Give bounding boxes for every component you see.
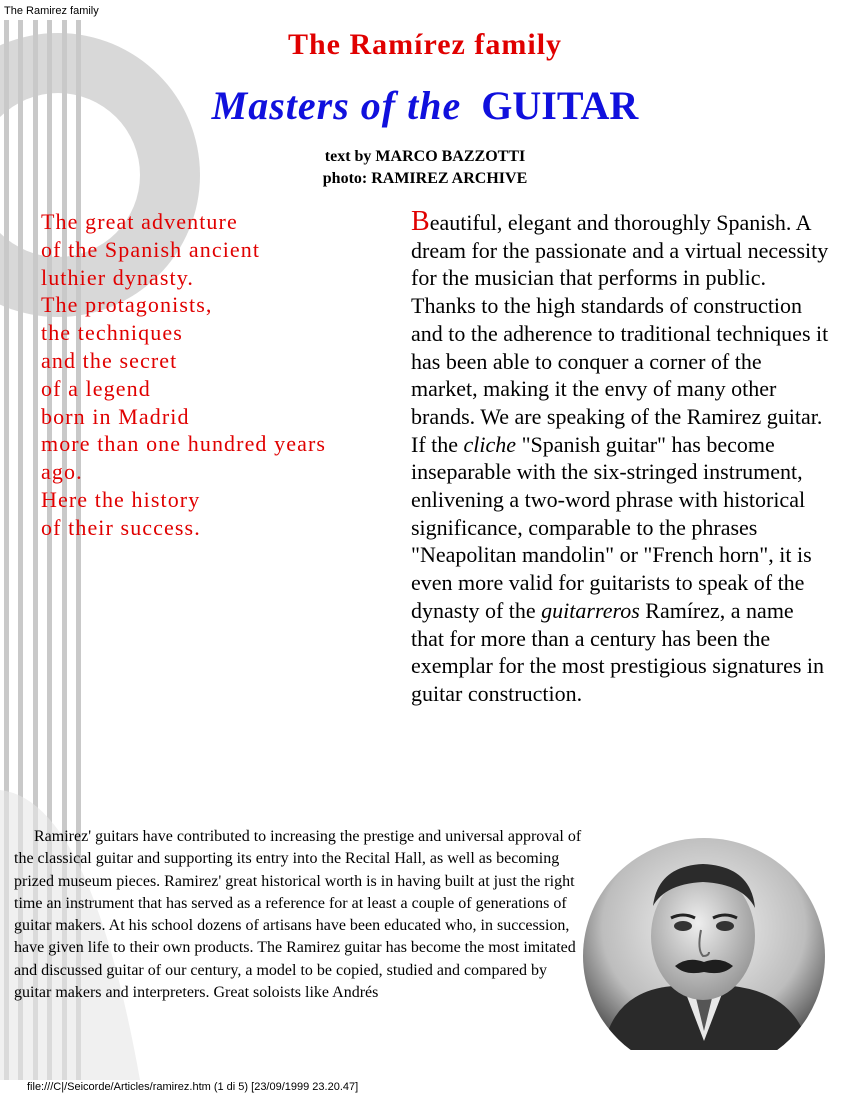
- portrait-photo: [583, 826, 825, 1050]
- lead-italic-cliche: cliche: [463, 431, 517, 457]
- intro-line: of the Spanish ancient: [41, 236, 261, 262]
- intro-line: The protagonists,: [41, 292, 213, 318]
- drop-cap: B: [411, 206, 430, 237]
- lead-italic-guitarreros: guitarreros: [541, 597, 640, 623]
- page-footer: file:///C|/Seicorde/Articles/ramirez.htm (1 di 5) [23/09/1999 23.20.47]: [27, 1081, 359, 1093]
- page-header: The Ramirez family: [4, 5, 99, 17]
- photo-credit: photo: RAMIREZ ARCHIVE: [322, 170, 528, 187]
- lead-text-part: "Spanish guitar" has become inseparable with the six-stringed instrument, enlivening a two-word phrase with historical significance, comparable to the phrases "Neapolitan mandolin" or "French horn", it is even more valid for guitarists to speak of the dynasty of the: [411, 431, 812, 623]
- lead-text-part: Ramírez, a name that for more than a century has been the exemplar for the most prestigious signatures in guitar construction.: [411, 597, 825, 706]
- intro-line: ago.: [41, 459, 83, 485]
- byline: text by MARCO BAZZOTTI: [324, 148, 526, 165]
- intro-line: more than one hundred years: [41, 431, 327, 457]
- intro-line: of their success.: [41, 514, 201, 540]
- intro-line: luthier dynasty.: [41, 264, 195, 290]
- credits: [0, 146, 850, 190]
- subtitle-italic: Masters of the: [211, 83, 462, 128]
- subtitle-guitar: GUITAR: [481, 83, 639, 128]
- intro-line: the techniques: [41, 320, 183, 346]
- intro-line: born in Madrid: [41, 403, 190, 429]
- intro-line: Here the history: [41, 486, 201, 512]
- intro-line: and the secret: [41, 347, 178, 373]
- intro-blurb: [41, 208, 391, 542]
- body-paragraph-text: Ramirez' guitars have contributed to increasing the prestige and universal approval of the classical guitar and supporting its entry into the Recital Hall, as well as becoming prized museum pieces. Ramirez' great historical worth is in having built at just the right time an instrument that has served as a reference for at least a couple of generations of guitar makers. At his school dozens of artisans have been educated who, in succession, have given life to their own products. The Ramirez guitar has become the most imitated and discussed guitar of our century, a model to be copied, studied and compared by guitar makers and interpreters. Great soloists like Andrés: [14, 828, 582, 1002]
- intro-line: The great adventure: [41, 209, 238, 234]
- body-paragraph: [14, 826, 584, 1004]
- page-title: The Ramírez family: [287, 28, 563, 61]
- intro-line: of a legend: [41, 375, 151, 401]
- lead-text-part: eautiful, elegant and thoroughly Spanish. A dream for the passionate and a virtual necessity for the musician that performs in public. Thanks to the high standards of construction and to the adherence to traditional techniques it has been able to conquer a corner of the market, making it the envy of many other brands. We are speaking of the Ramirez guitar. If the: [411, 210, 829, 457]
- lead-paragraph: [411, 208, 831, 708]
- page-subtitle: [0, 82, 850, 129]
